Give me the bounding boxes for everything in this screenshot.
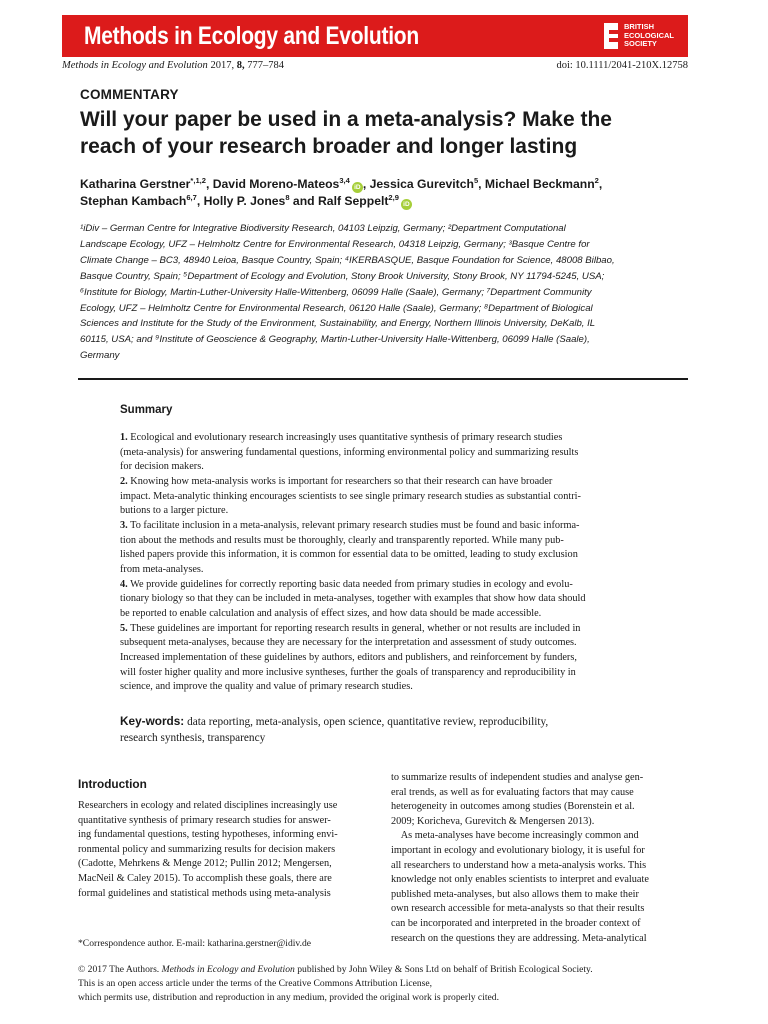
summary-line: subsequent meta-analyses, because they are necessary for the interpretation and assessment of study outcomes. (120, 637, 577, 649)
journal-banner (62, 15, 688, 57)
society-logo-icon (604, 23, 618, 49)
summary-line: impact. Meta-analytic thinking encourages scientists to see single primary research studies as substantial contri- (120, 490, 581, 502)
body-column-left: Researchers in ecology and related disciplines increasingly use quantitative synthesis of primary research studies for answer- ing fundamental questions, testing hypotheses, informing envi- ronmental policy and summarizing results for decision makers (Cadotte, Mehrkens & Menge 2012; Pullin 2012; Mengersen, MacNeil & Caley 2015). To accomplish these goals, there are formal guidelines and statistical methods using meta-analysis (78, 800, 338, 899)
summary-line: 3. To facilitate inclusion in a meta-analysis, relevant primary research studies must be found and basic informa- (120, 519, 580, 531)
summary-line: 5. These guidelines are important for reporting research results in general, whether or not results are included in (120, 622, 581, 634)
introduction-heading: Introduction (78, 777, 147, 791)
summary-line: 1. Ecological and evolutionary research increasingly uses quantitative synthesis of primary research studies (120, 432, 563, 443)
orcid-icon[interactable]: iD (401, 199, 412, 210)
affiliations: ¹iDiv – German Centre for Integrative Biodiversity Research, 04103 Leipzig, Germany; ²Department Computational Landscape Ecology, UFZ – Helmholtz Centre for Environmental Research, 04318 Leipzig, Germany; ³Basque Centre for Climate Change – BC3, 48940 Leioa, Basque Country, Spain; ⁴IKERBASQUE, Basque Foundation for Science, 48008 Bilbao, Basque Country, Spain; ⁵Department of Ecology and Evolution, Stony Brook University, Stony Brook, NY 11794-5245, USA; ⁶Institute for Biology, Martin-Luther-University Halle-Wittenberg, 06099 Halle (Saale), Germany; ⁷Department Community Ecology, UFZ – Helmholtz Centre for Environmental Research, 06120 Halle (Saale), Germany; ⁸Department of Biological Sciences and Institute for the Study of the Environment, Sustainability, and Energy, Northern Illinois University, DeKalb, IL 60115, USA; and ⁹Institute of Geoscience & Geography, Martin-Luther-University Halle-Wittenberg, 06099 Halle (Saale), Germany (80, 223, 615, 362)
author-name[interactable]: and Ralf Seppelt (289, 194, 389, 208)
copyright-notice: © 2017 The Authors. Methods in Ecology and Evolution published by John Wiley & Sons Ltd on behalf of British Ecological Society. This is an open access article under the terms of the Creative Commons Attribution License, which permits use, distribution and reproduction in any medium, provided the original work is properly cited. (78, 964, 593, 1004)
summary-line: 2. Knowing how meta-analysis works is important for researchers so that their research can have broader (120, 475, 553, 487)
body-column-right: to summarize results of independent studies and analyse gen- eral trends, as well as for evaluating factors that may cause heterogeneity in outcomes among studies (Borenstein et al. 2009; Koricheva, Gurevitch & Mengersen 2013). As meta-analyses have become increasingly common and important in ecology and evolutionary biology, it is useful for all researchers to understand how a meta-analysis works. This knowledge not only enables scientists to interpret and evaluate published meta-analyses, but also allows them to make their own research accessible for meta-analysts so that their results can be incorporated and interpreted in the broader context of research on the questions they are addressing. Meta-analytical (391, 772, 649, 944)
summary-line: will foster higher quality and more inclusive syntheses, further the goals of transparency and reproducibility in (120, 666, 576, 678)
author-name[interactable]: , David Moreno-Mateos (205, 177, 340, 191)
summary-line: be reported to enable calculation and analysis of effect sizes, and how data should be made accessible. (120, 607, 542, 619)
article-title: Will your paper be used in a meta-analysis? Make the reach of your research broader and longer lasting (80, 108, 612, 158)
summary-heading: Summary (120, 404, 173, 416)
author-line-2: Stephan Kambach$^{6,7}$, Holly P. Jones$^8$ and Ralf Seppelt$^{2,9}$iD (80, 193, 690, 210)
keywords-label: Key-words: (120, 714, 185, 728)
author-name[interactable]: , Jessica Gurevitch (362, 177, 474, 191)
author-name[interactable]: , Holly P. Jones (196, 194, 286, 208)
summary-line: 4. We provide guidelines for correctly reporting basic data needed from primary studies in ecology and evolu- (120, 578, 573, 590)
society-logo (604, 23, 674, 49)
orcid-icon[interactable]: iD (352, 182, 363, 193)
summary-line: (meta-analysis) for answering fundamental questions, informing environmental policy and summarizing results (120, 446, 579, 458)
doi[interactable]: doi: 10.1111/2041-210X.12758 (556, 60, 688, 71)
society-name: BRITISH ECOLOGICAL SOCIETY (624, 22, 674, 49)
summary-line: from meta-analyses. (120, 563, 204, 575)
divider (78, 378, 688, 380)
summary-line: tion about the methods and results must be thoroughly, clearly and transparently reported. While many pub- (120, 534, 564, 546)
section-label: COMMENTARY (80, 87, 179, 102)
author-name[interactable]: Katharina Gerstner (80, 177, 191, 191)
author-name[interactable]: Stephan Kambach (80, 194, 187, 208)
citation-line (62, 60, 688, 74)
author-name[interactable]: , Michael Beckmann (478, 177, 595, 191)
summary-body (120, 431, 650, 695)
correspondence-note: *Correspondence author. E-mail: katharina.gerstner@idiv.de (78, 938, 312, 949)
summary-line: for decision makers. (120, 461, 204, 473)
citation: Methods in Ecology and Evolution 2017, 8, 777–784 (62, 60, 284, 71)
summary-line: lished papers provide this information, it is common for essential data to be omitted, leading to study exclusion (120, 549, 578, 561)
summary-line: science, and improve the quality and value of primary research studies. (120, 681, 413, 693)
summary-line: Increased implementation of these guidelines by authors, editors and publishers, and reinforcement by funders, (120, 651, 577, 663)
author-list (80, 176, 690, 210)
journal-name: Methods in Ecology and Evolution (84, 21, 419, 50)
summary-line: butions to a larger picture. (120, 505, 229, 517)
keywords: Key-words: data reporting, meta-analysis, open science, quantitative review, reproducibility, research synthesis, transparency (120, 714, 549, 744)
author-line-1: Katharina Gerstner$^{*,1,2}$, David Moreno-Mateos$^{3,4}$iD , Jessica Gurevitch$^5$, Michael Beckmann$^2$, (80, 175, 603, 191)
summary-line: tionary biology so that they can be included in meta-analyses, together with examples that show how data should (120, 593, 586, 605)
